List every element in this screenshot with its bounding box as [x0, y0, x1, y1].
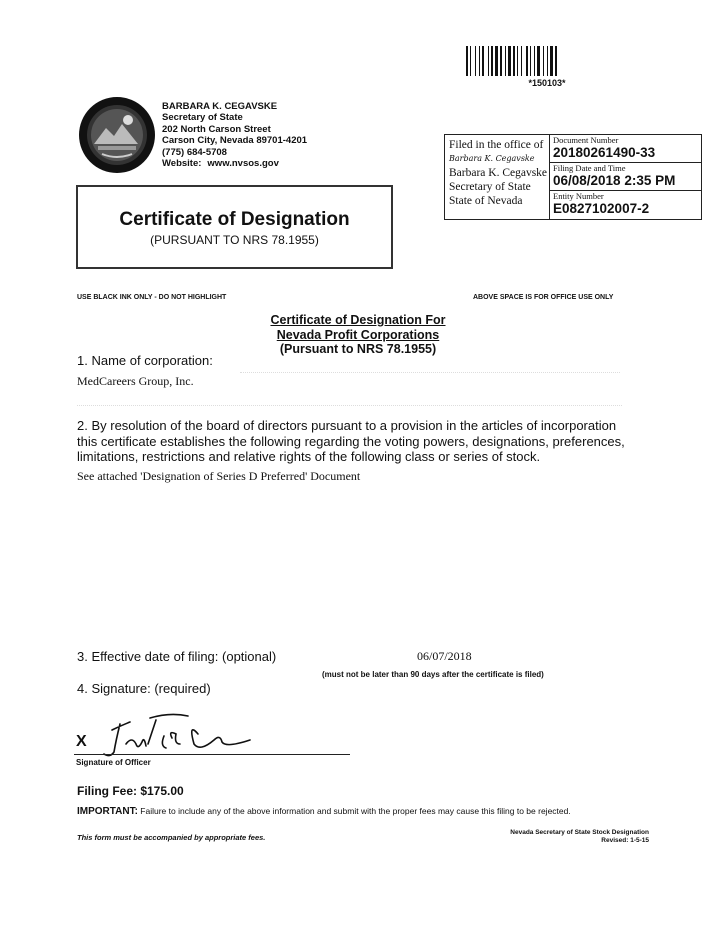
- office-use-note: ABOVE SPACE IS FOR OFFICE USE ONLY: [473, 294, 614, 301]
- document-title: Certificate of Designation: [119, 209, 350, 230]
- filing-details: [550, 135, 701, 219]
- filing-date-cell: [550, 163, 701, 191]
- sos-website-label: Website:: [162, 158, 202, 170]
- nevada-state-seal-icon: [78, 96, 156, 174]
- faint-line: [77, 405, 622, 406]
- sos-website-row: [162, 158, 307, 169]
- important-notice: [77, 806, 571, 817]
- document-subtitle: (PURSUANT TO NRS 78.1955): [150, 233, 319, 247]
- filing-date-label: Filing Date and Time: [553, 163, 626, 173]
- sos-name: BARBARA K. CEGAVSKE: [162, 101, 278, 112]
- field-3-label: 3. Effective date of filing: (optional): [77, 649, 277, 664]
- stock-designation-field[interactable]: See attached 'Designation of Series D Preferred' Document: [77, 469, 361, 483]
- barcode: [466, 46, 628, 76]
- filing-date: 06/08/2018 2:35 PM: [553, 173, 676, 188]
- sos-signature: Barbara K. Cegavske: [449, 154, 535, 163]
- title-box: [76, 185, 393, 269]
- field-4-label: 4. Signature: (required): [77, 681, 211, 696]
- signature-x-mark: X: [76, 733, 87, 750]
- form-reference: [489, 829, 649, 845]
- form-reference-line1: Nevada Secretary of State Stock Designation: [510, 829, 649, 836]
- filed-in-label: Filed in the office of: [449, 139, 544, 151]
- document-number: 20180261490-33: [553, 145, 656, 160]
- corporation-name-field[interactable]: MedCareers Group, Inc.: [77, 374, 194, 388]
- sos-title: Secretary of State: [162, 112, 243, 124]
- sos-address-line2: Carson City, Nevada 89701-4201: [162, 135, 308, 147]
- important-text: Failure to include any of the above information and submit with the proper fees may cause this filing to be rejected.: [140, 806, 571, 816]
- entity-number: E0827102007-2: [553, 201, 650, 216]
- ink-instruction: USE BLACK INK ONLY - DO NOT HIGHLIGHT: [77, 294, 227, 301]
- field-1-label: 1. Name of corporation:: [77, 353, 213, 368]
- effective-date-field[interactable]: 06/07/2018: [417, 649, 472, 663]
- sos-website[interactable]: www.nvsos.gov: [207, 158, 279, 170]
- faint-line: [240, 372, 620, 373]
- form-reference-line2: Revised: 1-5-15: [601, 837, 649, 844]
- important-label: IMPORTANT:: [77, 806, 138, 817]
- document-number-label: Document Number: [553, 135, 619, 145]
- filed-sos-office: Secretary of State: [449, 181, 531, 193]
- signature-line: [74, 754, 350, 755]
- fees-note: This form must be accompanied by appropriate fees.: [77, 833, 266, 842]
- secretary-of-state-header: [162, 101, 307, 169]
- form-heading-line3: (Pursuant to NRS 78.1955): [279, 342, 437, 356]
- filed-sos-name: Barbara K. Cegavske: [449, 167, 548, 179]
- form-heading-line2: Nevada Profit Corporations: [276, 327, 440, 342]
- filed-state: State of Nevada: [449, 195, 523, 207]
- entity-number-label: Entity Number: [553, 191, 604, 201]
- signature-label: Signature of Officer: [76, 758, 151, 767]
- filing-office-cell: [445, 135, 550, 219]
- form-heading-line1: Certificate of Designation For: [270, 313, 446, 327]
- effective-date-note: (must not be later than 90 days after the certificate is filed): [322, 670, 544, 679]
- filing-fee: Filing Fee: $175.00: [77, 784, 184, 798]
- sos-address-line1: 202 North Carson Street: [162, 123, 271, 135]
- filing-stamp: [444, 134, 702, 220]
- sos-phone: (775) 684-5708: [162, 146, 227, 158]
- entity-number-cell: [550, 191, 701, 219]
- field-2-label: 2. By resolution of the board of directors pursuant to a provision in the articles of incorporation this certificate establishes the following regarding the voting powers, designations, preferences, limitations, restrictions and relative rights of the following class or series of stock.: [77, 418, 625, 464]
- document-number-cell: [550, 135, 701, 163]
- barcode-number: *150103*: [528, 78, 566, 88]
- officer-signature[interactable]: [90, 700, 280, 760]
- form-heading: [200, 313, 516, 357]
